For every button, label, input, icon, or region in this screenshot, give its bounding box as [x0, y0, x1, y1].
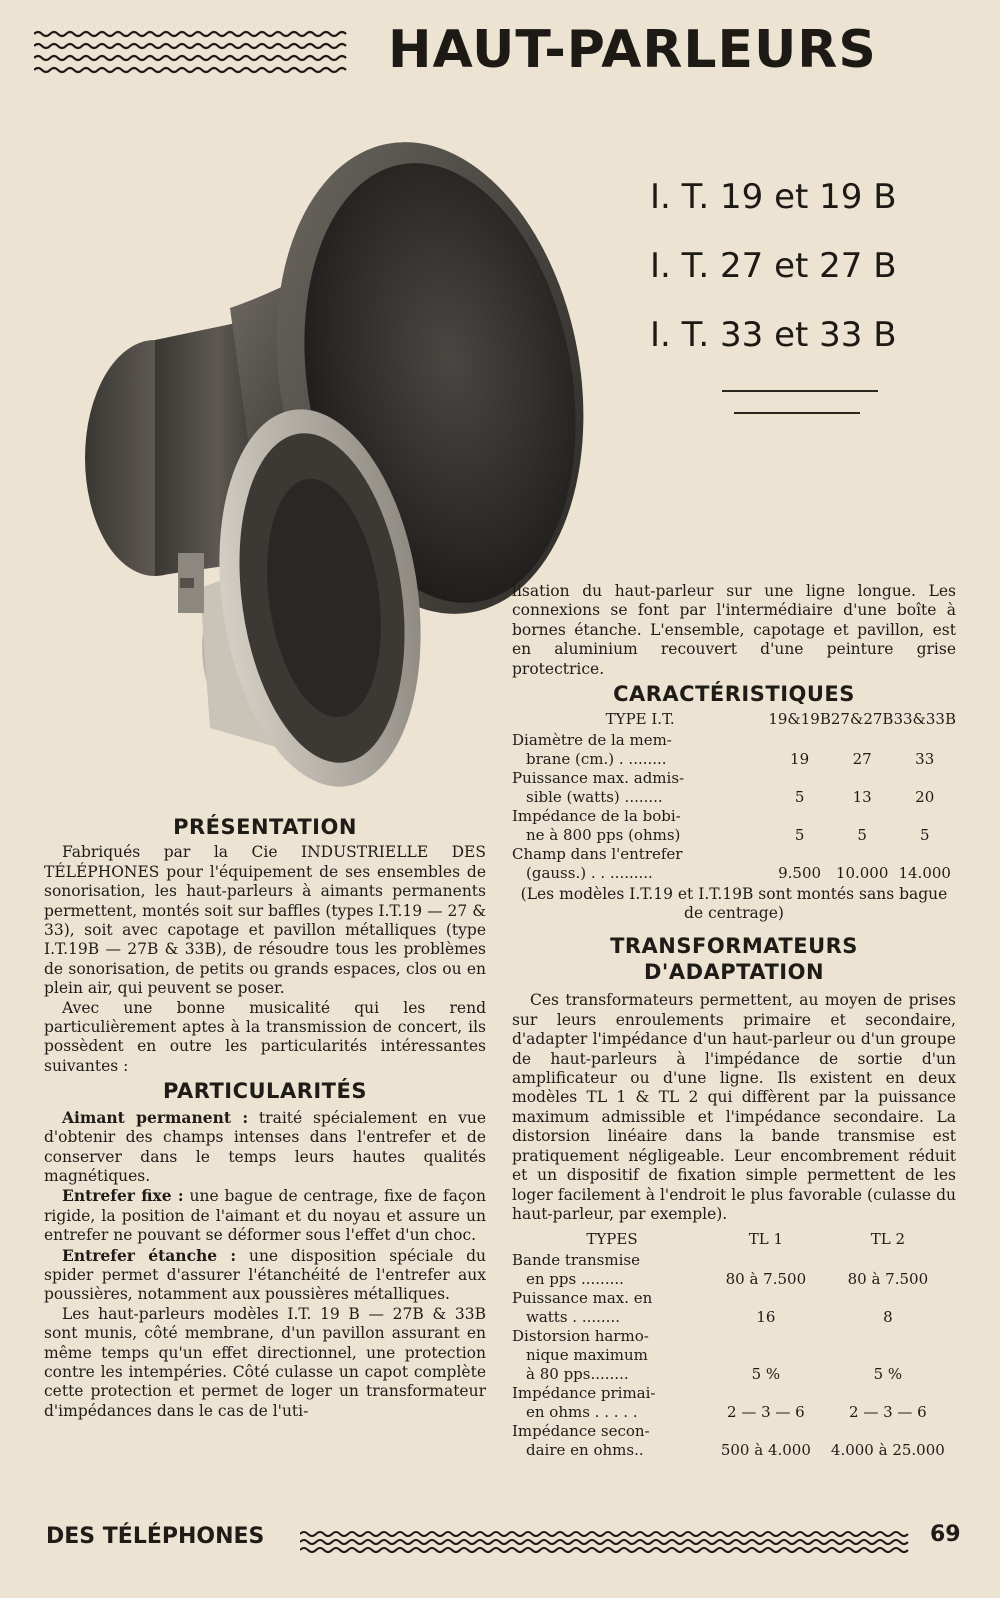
table-row — [512, 1422, 956, 1460]
page-title: HAUT-PARLEURS — [388, 20, 877, 80]
table-header-cell: TYPE I.T. — [605, 710, 675, 729]
table-cell: 5 — [794, 826, 805, 845]
table-cell: 9.500 — [778, 864, 822, 883]
table-cell: 27 — [852, 750, 872, 769]
table-header-row — [512, 710, 956, 731]
table-cell: 13 — [852, 788, 872, 807]
table-header-cell: TL 1 — [748, 1230, 783, 1249]
table-cell: 33 — [915, 750, 935, 769]
particularites-closing: Les haut-parleurs modèles I.T. 19 B — 27B & 33B sont munis, côté membrane, d'un pavillon assurant en même temps qu'un effet directionnel, une protection contre les intempéries. Côté culasse un capot complète cette protection et permet de loger un transformateur d'impédances dans le cas de l'uti- — [44, 1304, 486, 1420]
particularites-heading: PARTICULARITÉS — [163, 1079, 367, 1104]
page-number: 69 — [930, 1522, 961, 1547]
particularite-item: Aimant permanent : traité spécialement en vue d'obtenir des champs intenses dans l'entrefer et de conserver dans le temps leurs hautes qualités magnétiques. — [44, 1107, 486, 1185]
particularite-item: Entrefer étanche : une disposition spéciale du spider permet d'assurer l'étanchéité de l'entrefer aux poussières, notamment aux poussières métalliques. — [44, 1245, 486, 1304]
transformateurs-heading: TRANSFORMATEURS D'ADAPTATION — [610, 934, 858, 985]
row-label: Diamètre de la mem- brane (cm.) . ........ — [512, 731, 672, 769]
table-cell: 5 % — [873, 1365, 903, 1384]
divider-rule — [734, 412, 860, 414]
table-row — [512, 731, 956, 769]
row-label: Impédance secon- daire en ohms.. — [512, 1422, 650, 1460]
table-cell: 500 à 4.000 — [720, 1441, 811, 1460]
model-list — [650, 170, 980, 377]
caracteristiques-table — [512, 710, 956, 883]
table-header-cell: TYPES — [586, 1230, 638, 1249]
particularite-item: Entrefer fixe : une bague de centrage, fixe de façon rigide, la position de l'aimant et du noyau et assure un entrefer ne pouvant se déformer sous l'effet d'un choc. — [44, 1186, 486, 1245]
row-label: Puissance max. admis- sible (watts) ........ — [512, 769, 685, 807]
table-cell: 5 % — [751, 1365, 781, 1384]
table-row — [512, 1384, 956, 1422]
table-cell: 10.000 — [835, 864, 889, 883]
divider-rule — [722, 390, 878, 392]
table-row — [512, 1251, 956, 1289]
table-cell: 19 — [790, 750, 810, 769]
table-cell: 20 — [915, 788, 935, 807]
model-item: I. T. 19 et 19 B — [650, 177, 897, 217]
table-cell: 5 — [794, 788, 805, 807]
right-column — [512, 582, 956, 1460]
row-label: Bande transmise en pps ......... — [512, 1251, 640, 1289]
table-cell: 5 — [857, 826, 867, 845]
left-column — [44, 815, 486, 1421]
table-cell: 2 — 3 — 6 — [727, 1403, 805, 1422]
footer-label: DES TÉLÉPHONES — [46, 1524, 265, 1549]
transformateurs-table — [512, 1230, 956, 1460]
presentation-heading: PRÉSENTATION — [173, 815, 357, 839]
model-item: I. T. 27 et 27 B — [650, 246, 897, 286]
row-label: Impédance de la bobi- ne à 800 pps (ohms) — [512, 807, 681, 845]
table-cell: 5 — [919, 826, 930, 845]
table-cell: 80 à 7.500 — [847, 1270, 929, 1289]
table-header-cell: TL 2 — [870, 1230, 905, 1249]
row-label: Champ dans l'entrefer (gauss.) . . ......... — [512, 845, 683, 883]
model-item: I. T. 33 et 33 B — [650, 315, 897, 355]
table-cell: 2 — 3 — 6 — [849, 1403, 927, 1422]
table-header-row — [512, 1230, 956, 1251]
row-label: Puissance max. en watts . ........ — [512, 1289, 653, 1327]
table-header-cell: 33&33B — [893, 710, 956, 729]
table-header-cell: 27&27B — [830, 710, 894, 729]
table-header-cell: 19&19B — [768, 710, 831, 729]
table-row — [512, 845, 956, 883]
row-label: Distorsion harmo- nique maximum à 80 pps........ — [512, 1327, 649, 1384]
caracteristiques-heading: CARACTÉRISTIQUES — [613, 682, 855, 707]
table-cell: 14.000 — [898, 864, 951, 883]
footer-wavy-lines — [300, 1530, 912, 1554]
table-row — [512, 1327, 956, 1384]
table-row — [512, 1289, 956, 1327]
row-label: Impédance primai- en ohms . . . . . — [512, 1384, 656, 1422]
table-row — [512, 769, 956, 807]
table-cell: 80 à 7.500 — [725, 1270, 807, 1289]
table-cell: 4.000 à 25.000 — [830, 1441, 945, 1460]
transformateurs-paragraph: Ces transformateurs permettent, au moyen de prises sur leurs enroulements primaire et secondaire, d'adapter l'impédance d'un haut-parleur ou d'un groupe de haut-parleurs à l'impédance de sortie d'un amplificateur ou d'une ligne. Ils existent en deux modèles TL 1 & TL 2 qui diffèrent par la puissance maximum admissible et l'impédance secondaire. La distorsion linéaire dans la bande transmise est pratiquement négligeable. Leur encombrement réduit et un dispositif de fixation simple permettent de les loger facilement à l'endroit le plus favorable (culasse du haut-parleur, par exemple). — [512, 991, 956, 1223]
table-cell: 8 — [883, 1308, 893, 1327]
caracteristiques-note: (Les modèles I.T.19 et I.T.19B sont montés sans bague de centrage) — [520, 885, 948, 923]
presentation-paragraph: Avec une bonne musicalité qui les rend particulièrement aptes à la transmission de concert, ils possèdent en outre les particularités intéressantes suivantes : — [44, 998, 486, 1075]
particularites-continued: lisation du haut-parleur sur une ligne longue. Les connexions se font par l'intermédiaire d'une boîte à bornes étanche. L'ensemble, capotage et pavillon, est en aluminium recouvert d'une peinture grise protectrice. — [512, 582, 956, 678]
table-cell: 16 — [756, 1308, 776, 1327]
header-wavy-lines — [34, 30, 350, 74]
presentation-paragraph: Fabriqués par la Cie INDUSTRIELLE DES TÉLÉPHONES pour l'équipement de ses ensembles de sonorisation, les haut-parleurs à aimants permanents permettent, montés soit sur baffles (types I.T.19 — 27 & 33), soit avec capotage et pavillon métalliques (type I.T.19B — 27B & 33B), de résoudre tous les problèmes de sonorisation, de petits ou grands espaces, clos ou en plein air, qui peuvent se poser. — [44, 843, 486, 998]
table-row — [512, 807, 956, 845]
